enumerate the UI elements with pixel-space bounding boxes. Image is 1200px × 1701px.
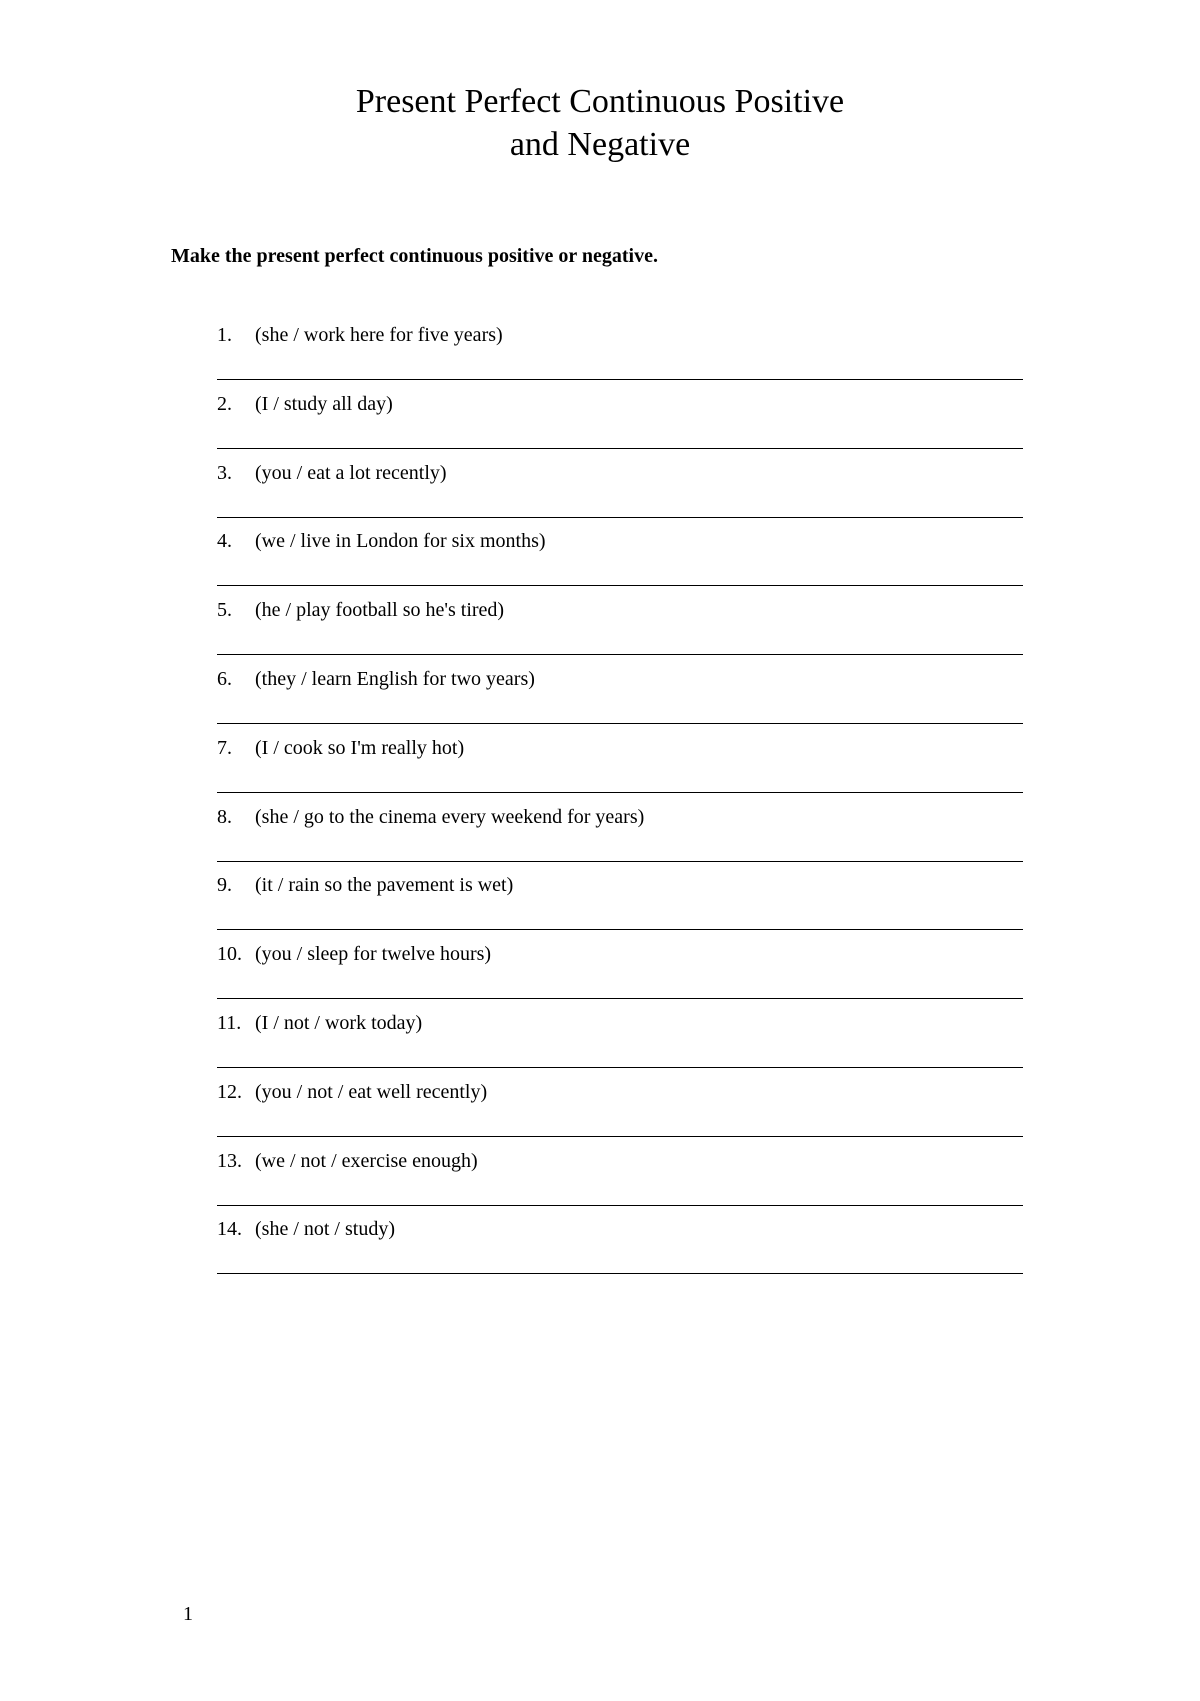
answer-line[interactable]: [217, 998, 1023, 999]
answer-line[interactable]: [217, 929, 1023, 930]
exercise-item: [217, 1010, 1023, 1070]
exercise-item: [217, 391, 1023, 451]
exercise-item: [217, 666, 1023, 726]
title-line-2: and Negative: [509, 126, 691, 163]
answer-line[interactable]: [217, 1136, 1023, 1137]
item-number: 6.: [217, 668, 232, 690]
page-number: 1: [183, 1603, 193, 1625]
item-prompt: (I / study all day): [255, 392, 393, 415]
answer-line[interactable]: [217, 379, 1023, 380]
item-prompt: (he / play football so he's tired): [255, 599, 505, 622]
answer-line[interactable]: [217, 654, 1023, 655]
exercise-item: [217, 804, 1023, 864]
item-prompt: (you / not / eat well recently): [255, 1080, 488, 1103]
answer-line[interactable]: [217, 1067, 1023, 1068]
exercise-item: [217, 1148, 1023, 1208]
answer-line[interactable]: [217, 723, 1023, 724]
exercise-item: [217, 528, 1023, 588]
exercise-item: [217, 322, 1023, 382]
answer-line[interactable]: [217, 517, 1023, 518]
item-prompt: (they / learn English for two years): [255, 668, 535, 690]
item-prompt: (we / live in London for six months): [255, 530, 546, 553]
exercise-item: [217, 872, 1023, 932]
answer-line[interactable]: [217, 792, 1023, 793]
item-number: 12.: [217, 1080, 242, 1103]
item-prompt: (she / go to the cinema every weekend for years): [255, 805, 645, 828]
exercise-item: [217, 735, 1023, 795]
item-prompt: (you / eat a lot recently): [255, 461, 447, 484]
answer-line[interactable]: [217, 1273, 1023, 1274]
answer-line[interactable]: [217, 448, 1023, 449]
item-prompt: (you / sleep for twelve hours): [255, 943, 492, 966]
item-number: 4.: [217, 530, 232, 553]
item-number: 7.: [217, 736, 232, 759]
exercise-item: [217, 1216, 1023, 1276]
item-number: 13.: [217, 1149, 242, 1172]
item-number: 9.: [217, 874, 232, 897]
item-prompt: (I / not / work today): [255, 1012, 423, 1034]
answer-line[interactable]: [217, 585, 1023, 586]
item-prompt: (it / rain so the pavement is wet): [255, 874, 514, 897]
item-number: 2.: [217, 392, 232, 415]
item-number: 8.: [217, 805, 232, 828]
answer-line[interactable]: [217, 1205, 1023, 1206]
item-prompt: (we / not / exercise enough): [255, 1149, 478, 1172]
item-number: 5.: [217, 599, 232, 622]
exercise-item: [217, 460, 1023, 520]
item-number: 1.: [217, 324, 232, 346]
exercise-item: [217, 1079, 1023, 1139]
title-line-1: Present Perfect Continuous Positive: [355, 83, 845, 120]
exercise-item: [217, 941, 1023, 1001]
answer-line[interactable]: [217, 861, 1023, 862]
item-prompt: (she / not / study): [255, 1218, 395, 1241]
item-number: 10.: [217, 943, 242, 966]
item-prompt: (she / work here for five years): [255, 324, 503, 346]
item-number: 11.: [217, 1012, 242, 1034]
item-number: 14.: [217, 1218, 242, 1241]
exercise-item: [217, 597, 1023, 657]
item-prompt: (I / cook so I'm really hot): [255, 736, 465, 759]
item-number: 3.: [217, 461, 232, 484]
instruction-text: Make the present perfect continuous positive or negative.: [171, 245, 658, 267]
